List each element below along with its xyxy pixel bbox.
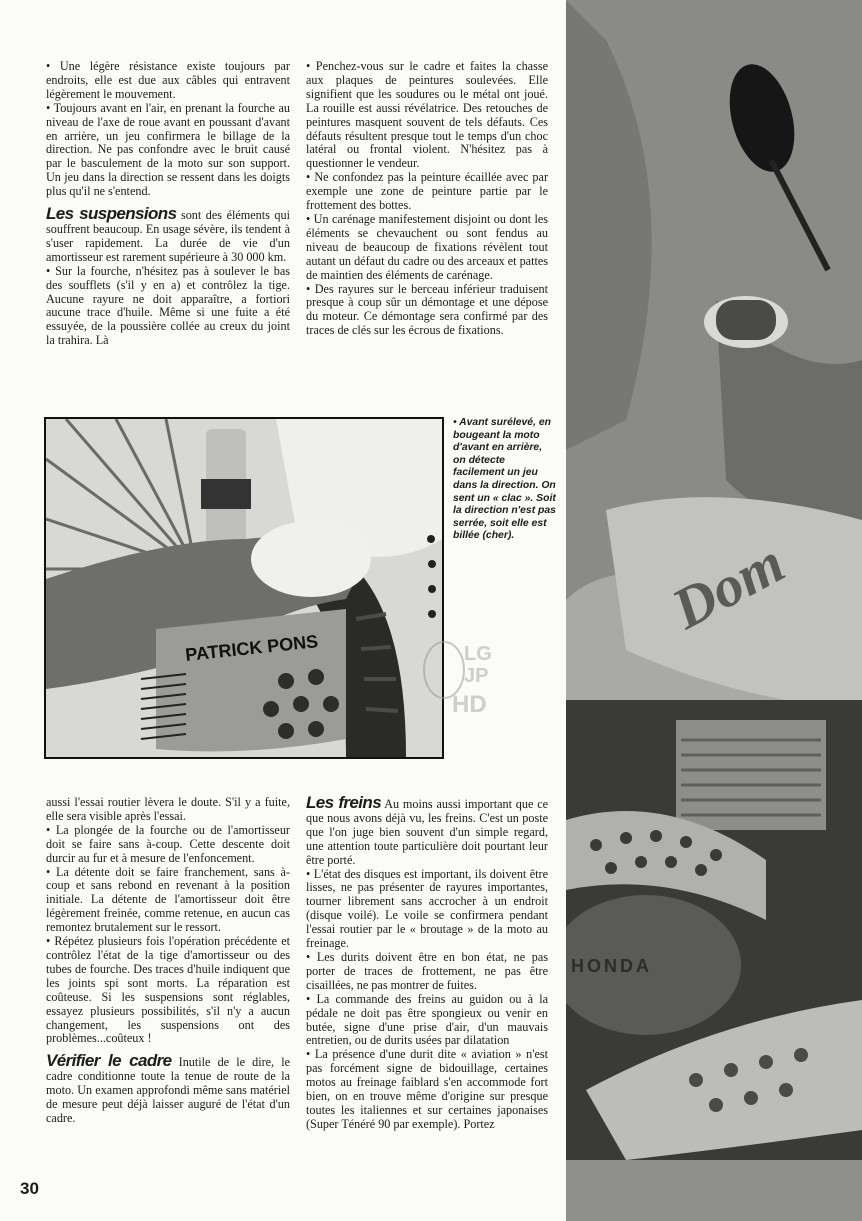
fork-illustration [46,419,442,757]
paragraph: • Penchez-vous sur le cadre et faites la chasse aux plaques de peintures soulevées. Elle signifient que les soudures ou le métal ont joué. La rouille est aussi révélatrice. Des retouches de peintures masquent souvent de tels défauts. Ces défauts résultent presque tout le temps d'un choc latéral ou frontal violent. N'hésitez pas à questionner le vendeur. [306,59,548,171]
section-heading-cadre: Vérifier le cadre [46,1051,172,1071]
watermark-jp: JP [464,665,489,687]
freins-intro: Au moins aussi important que ce que nous avons déjà vu, les freins. C'est un poste que l'on juge bien souvent d'un simple regard, une attention toute particulière doit pourtant leur être porté. [306,797,549,867]
paragraph: • La plongée de la fourche ou de l'amortisseur doit se faire sans à-coup. Cette descente doit durcir au fur et à mesure de l'enfoncement. [46,822,290,865]
column-left-top [46,60,290,348]
engine-brand: HONDA [571,956,652,976]
section-heading-freins: Les freins [306,793,382,812]
watermark-graphic [418,632,510,724]
paragraph: • Un carénage manifestement disjoint ou dont les éléments se chevauchent ou sont fendus au niveau de beaucoup de fixations révèlent tout autant un défaut du cadre ou des arceaux et pattes de maintien des éléments de carénage. [306,211,548,282]
paragraph: aussi l'essai routier lèvera le doute. S'il y a fuite, elle sera visible après l'essai. [46,795,290,823]
paragraph: • Toujours avant en l'air, en prenant la fourche au niveau de l'axe de roue avant en poussant d'avant en arrière, un jeu confirmera le billage de la direction. Ne pas confondre avec le bruit causé par le basculement de la moto sur son support. Un jeu dans la direction se ressent dans les doigts plus qu'il ne s'entend. [46,100,290,199]
watermark-logo [418,632,510,724]
paragraph: • La commande des freins au guidon ou à la pédale ne doit pas être spongieux ou venir en butée, signe d'une prise d'air, d'un mauvais entretien, ou de durits usées par dilatation [306,991,548,1048]
cadre-text: Inutile de le dire, le cadre conditionne toute la tenue de route de la moto. Un examen approfondi même sans matériel de mesure peut déjà laisser auguré de l'état d'un cadre. [46,1055,291,1125]
paragraph: • Ne confondez pas la peinture écaillée avec par exemple une zone de peinture partie par le frottement des bottes. [306,170,548,213]
column-right-top [306,60,548,338]
rider-motorcycle-illustration [566,0,862,1221]
paragraph: • Des rayures sur le berceau inférieur traduisent presque à coup sûr un démontage et une dépose du moteur. Ce démontage sera confirmé par des traces de clés sur les écrous de fixations. [306,281,548,338]
tank-label: Dom [661,529,795,642]
column-left-bottom [46,796,290,1126]
photo-caption: • Avant surélevé, en bougeant la moto d'avant en arrière, on détecte facilement un jeu dans la direction. On sent un « clac ». Soit la direction n'est pas serrée, soit elle est billée (cher). [453,417,556,542]
photo-front-fork [44,417,444,759]
paragraph [46,1051,291,1126]
paragraph [306,793,549,868]
paragraph: • Une légère résistance existe toujours par endroits, elle est due aux câbles qui entravent légèrement le mouvement. [46,59,290,101]
paragraph: • La présence d'une durit dite « aviation » n'est pas forcément signe de bidouillage, certaines motos au freinage faiblard s'en accommode fort bien, on en trouve même d'origine sur presque toutes les italiennes et sur certaines japonaises (Super Ténéré 90 par exemple). Portez [306,1047,548,1131]
watermark-hd: HD [452,691,487,718]
photo-rider-motorcycle [566,0,862,1221]
paragraph: • Les durits doivent être en bon état, ne pas porter de traces de frottement, ne pas être cisaillées, ne pas montrer de fuites. [306,949,548,992]
watermark-lg: LG [464,643,492,665]
suspensions-intro: sont des éléments qui souffrent beaucoup. En usage sévère, ils tendent à s'user rapidement. La durée de vie d'un amortisseur est rarement supérieure à 30 000 km. [46,208,290,264]
column-right-bottom [306,793,549,1132]
page-number: 30 [20,1179,39,1198]
paragraph [46,204,290,265]
plate-label: PATRICK PONS [184,631,320,665]
paragraph: • Sur la fourche, n'hésitez pas à soulever le bas des soufflets (s'il y en a) et contrôlez la tige. Aucune rayure ne doit apparaître, a fortiori aucune trace d'huile. Même si une fuite a été essuyée, de la poussière collée au creux du joint la trahira. Là [46,263,290,348]
paragraph: • La détente doit se faire franchement, sans à-coup et sans rebond en revenant à la position initiale. La détente de l'amortisseur doit être légèrement freinée, comme retenue, en aucun cas remontez brutalement sur le ressort. [46,864,290,935]
paragraph: • L'état des disques est important, ils doivent être lisses, ne pas présenter de rayures importantes, tourner librement sans accrocher à un endroit (disque voilé). Le voile se confirmera pendant l'essai routier par le « broutage » de la moto au freinage. [306,866,548,951]
section-heading-suspensions: Les suspensions [46,204,177,224]
paragraph: • Répétez plusieurs fois l'opération précédente et contrôlez l'état de la tige d'amortisseur ou des tubes de fourche. Des traces d'huile indiquent que les joints spi sont morts. La réparation est coûteuse. Si les suspensions sont réglables, essayez plusieurs possibilités, s'il n'y a aucun changement, les suspensions ont des problèmes...coûteux ! [46,934,290,1046]
